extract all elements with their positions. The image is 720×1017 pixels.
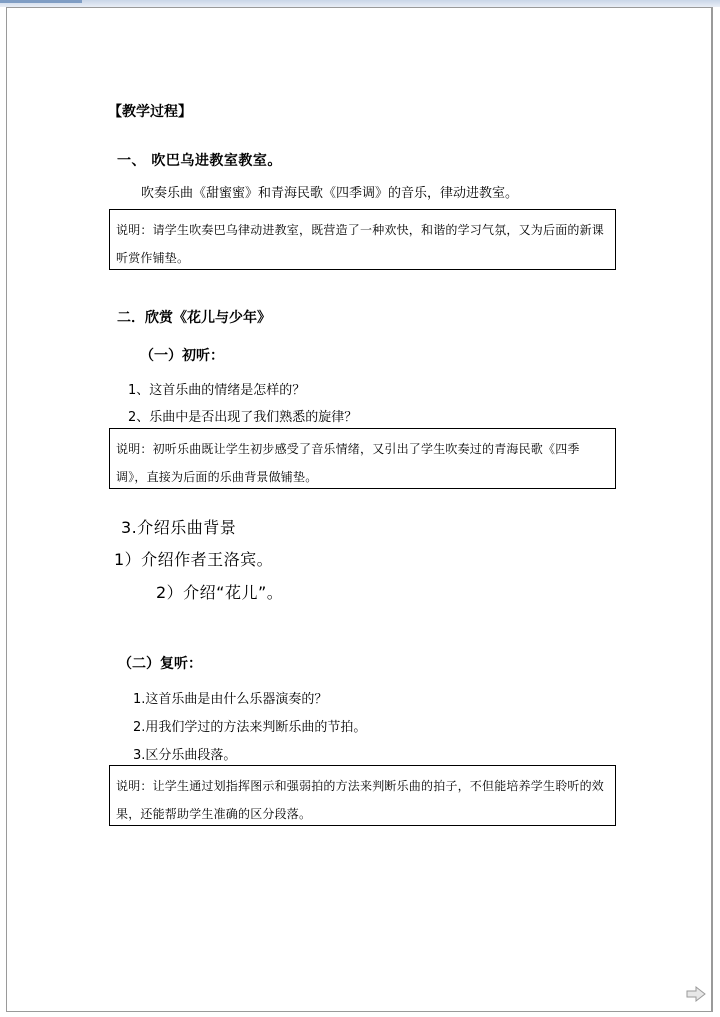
section1-note: 说明：请学生吹奏巴乌律动进教室，既营造了一种欢快，和谐的学习气氛，又为后面的新课听赏作铺垫。 xyxy=(109,209,616,270)
next-page-arrow-icon[interactable] xyxy=(686,986,706,1002)
background-title: 3.介绍乐曲背景 xyxy=(121,518,237,537)
window-top-strip xyxy=(0,0,720,7)
part2-question-1: 1.这首乐曲是由什么乐器演奏的？ xyxy=(133,692,328,707)
background-item-2: 2）介绍“花儿”。 xyxy=(156,583,284,602)
document-page xyxy=(6,7,713,1012)
page-heading: 【教学过程】 xyxy=(108,104,192,120)
window-top-accent xyxy=(0,0,82,3)
part2-note: 说明：让学生通过划指挥图示和强弱拍的方法来判断乐曲的拍子，不但能培养学生聆听的效果，还能帮助学生准确的区分段落。 xyxy=(109,765,616,826)
part1-title: （一）初听： xyxy=(140,348,224,364)
part1-note: 说明：初听乐曲既让学生初步感受了音乐情绪，又引出了学生吹奏过的青海民歌《四季调》，直接为后面的乐曲背景做铺垫。 xyxy=(109,428,616,489)
part1-question-1: 1、这首乐曲的情绪是怎样的？ xyxy=(128,383,306,398)
section1-text: 吹奏乐曲《甜蜜蜜》和青海民歌《四季调》的音乐，律动进教室。 xyxy=(141,186,519,201)
part1-question-2: 2、乐曲中是否出现了我们熟悉的旋律？ xyxy=(128,410,358,425)
background-item-1: 1）介绍作者王洛宾。 xyxy=(114,550,274,569)
part2-question-3: 3.区分乐曲段落。 xyxy=(133,748,237,763)
section2-title: 二．欣赏《花儿与少年》 xyxy=(117,310,271,326)
part2-question-2: 2.用我们学过的方法来判断乐曲的节拍。 xyxy=(133,720,367,735)
part2-title: （二）复听： xyxy=(118,656,202,672)
section1-title: 一、 吹巴乌进教室教室。 xyxy=(117,153,282,169)
